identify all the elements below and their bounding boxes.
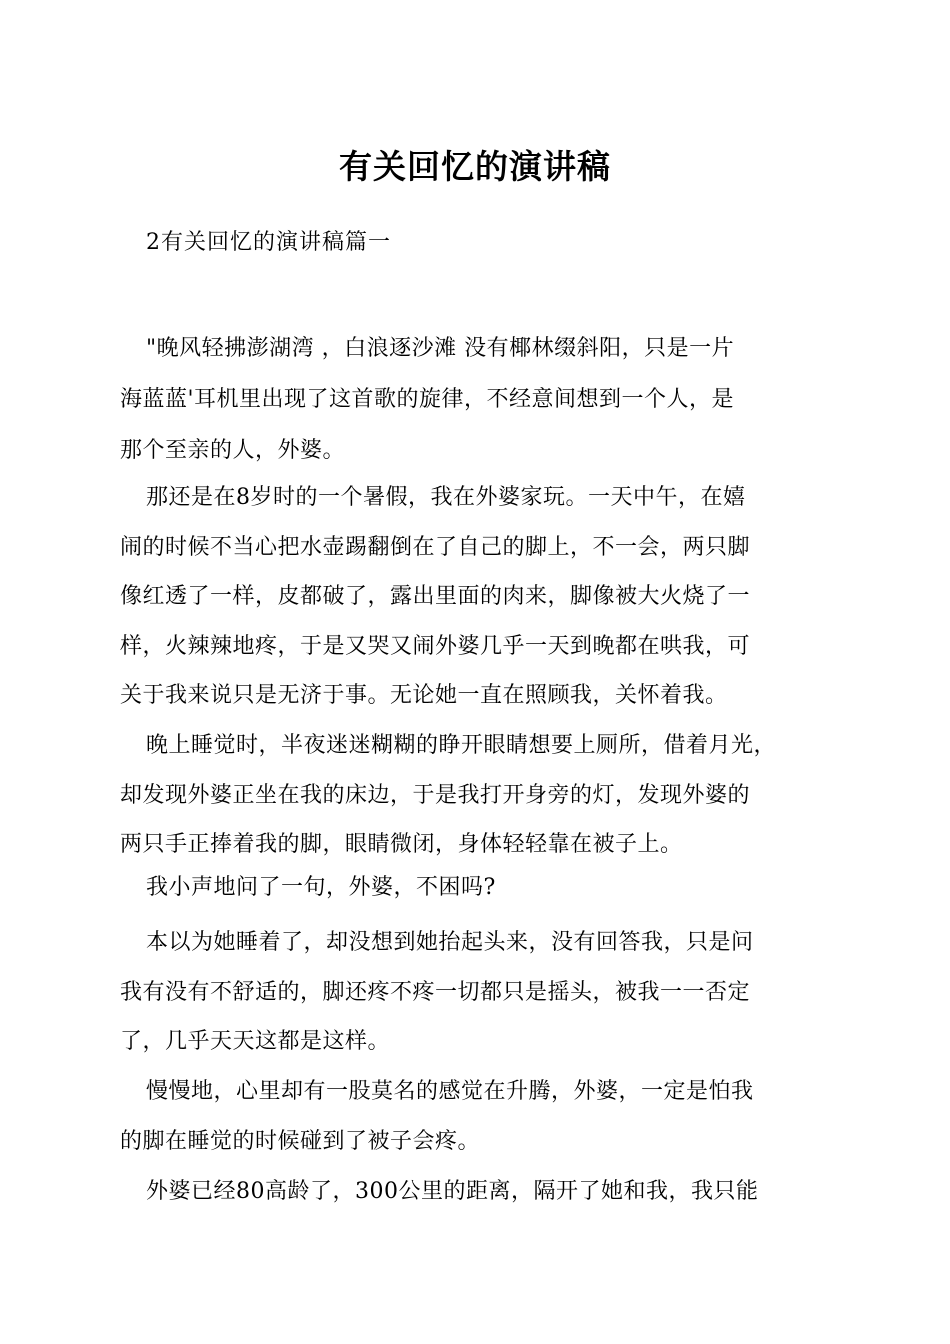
paragraph-7 [120, 1167, 840, 1217]
paragraph-line: 那还是在8岁时的一个暑假，我在外婆家玩。一天中午，在嬉 [146, 485, 746, 510]
paragraph-line: 晚上睡觉时，半夜迷迷糊糊的睁开眼睛想要上厕所，借着月光， [146, 733, 777, 758]
paragraph-line: 慢慢地，心里却有一股莫名的感觉在升腾，外婆，一定是怕我 [146, 1079, 754, 1104]
paragraph-6 [120, 1067, 840, 1166]
paragraph-4 [120, 868, 840, 908]
paragraph-2 [120, 473, 840, 721]
paragraph-line: 像红透了一样，皮都破了，露出里面的肉来，脚像被大火烧了一 [120, 584, 751, 609]
paragraph-line: 外婆已经80高龄了，300公里的距离，隔开了她和我，我只能 [146, 1179, 759, 1204]
paragraph-line: 本以为她睡着了，却没想到她抬起头来，没有回答我，只是问 [146, 930, 754, 955]
paragraph-line: 海蓝蓝'耳机里出现了这首歌的旋律，不经意间想到一个人，是 [120, 387, 735, 412]
paragraph-line: 那个至亲的人，外婆。 [120, 438, 346, 463]
paragraph-line: 了，几乎天天这都是这样。 [120, 1029, 391, 1054]
paragraph-line: 我小声地问了一句，外婆，不困吗? [146, 875, 496, 900]
document-title: 有关回忆的演讲稿 [339, 147, 611, 186]
paragraph-5 [120, 918, 840, 1067]
document-subtitle: 2有关回忆的演讲稿篇一 [146, 230, 391, 255]
paragraph-1 [120, 323, 840, 476]
paragraph-line: 我有没有不舒适的，脚还疼不疼一切都只是摇头，被我一一否定 [120, 979, 751, 1005]
paragraph-line: 关于我来说只是无济于事。无论她一直在照顾我，关怀着我。 [120, 683, 728, 708]
paragraph-line: 的脚在睡觉的时候碰到了被子会疼。 [120, 1128, 481, 1154]
paragraph-line: 样，火辣辣地疼，于是又哭又闹外婆几乎一天到晚都在哄我，可 [120, 633, 751, 659]
paragraph-line: 两只手正捧着我的脚，眼睛微闭，身体轻轻靠在被子上。 [120, 832, 683, 857]
paragraph-line: 闹的时候不当心把水壶踢翻倒在了自己的脚上，不一会，两只脚 [120, 534, 751, 560]
paragraph-line: "晚风轻拂澎湖湾 ，白浪逐沙滩 没有椰林缀斜阳，只是一片 [146, 336, 735, 361]
paragraph-3 [120, 721, 840, 870]
paragraph-line: 却发现外婆正坐在我的床边，于是我打开身旁的灯，发现外婆的 [120, 782, 751, 808]
